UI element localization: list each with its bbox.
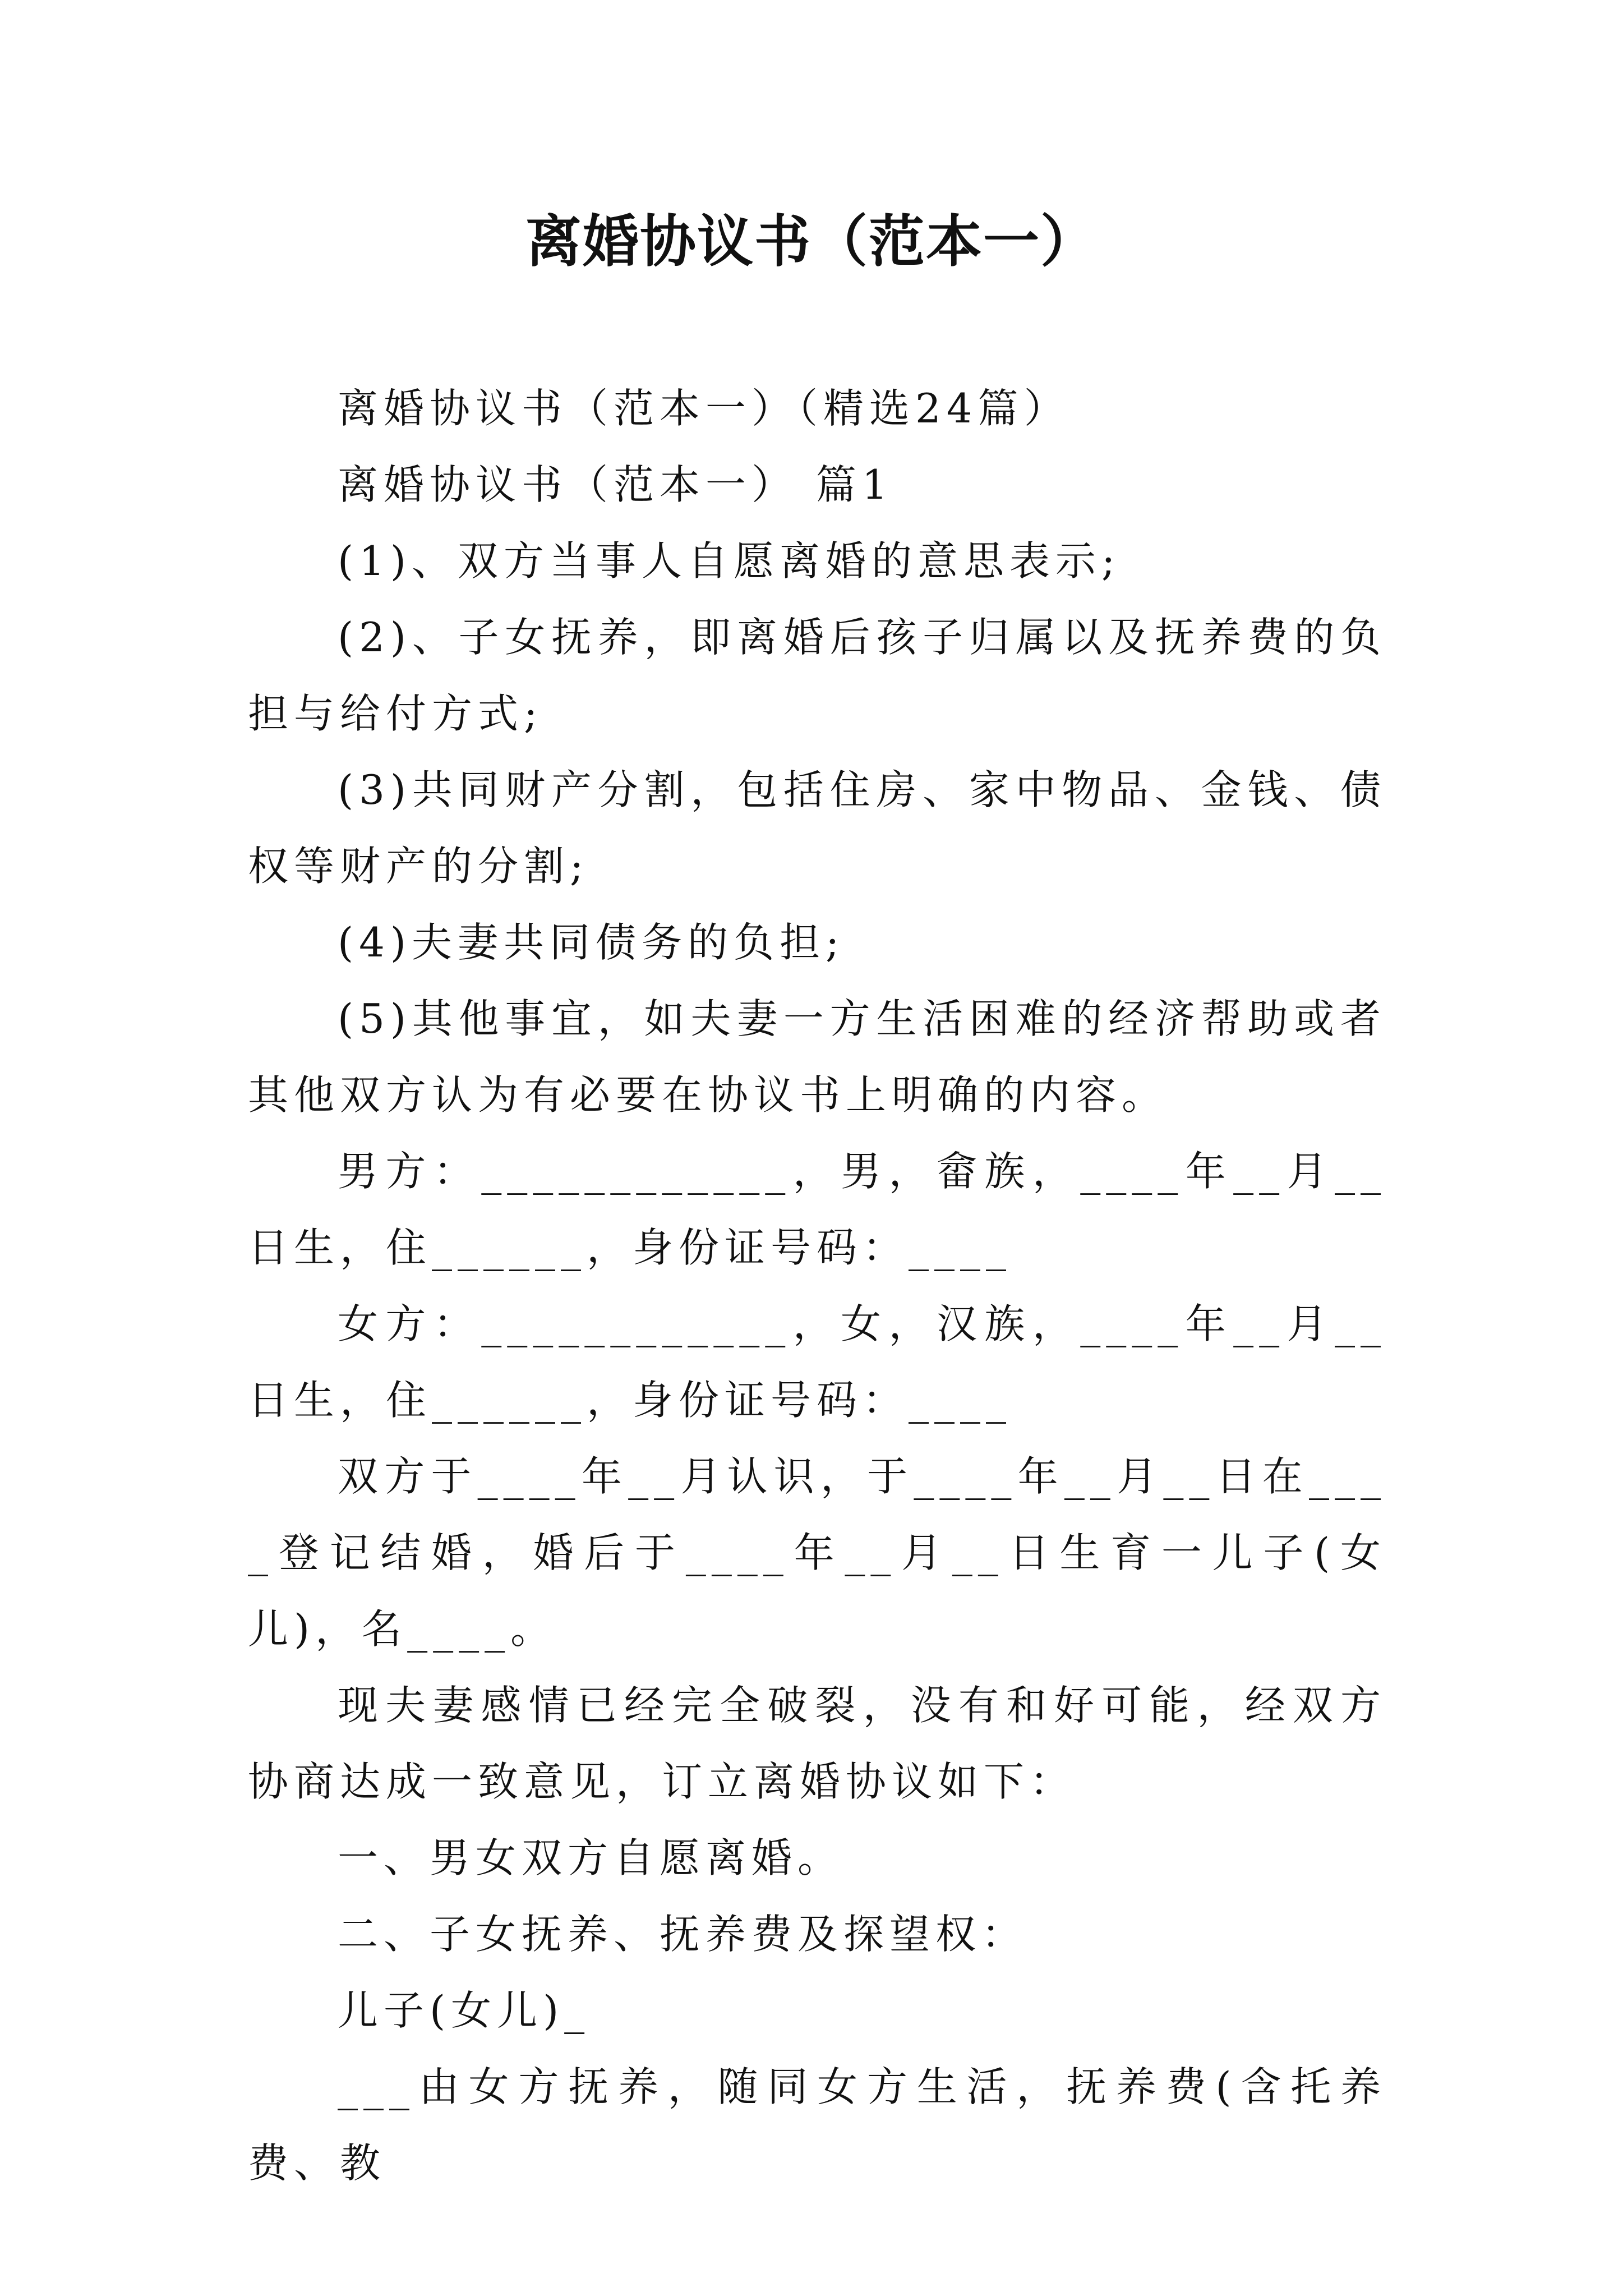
paragraph-clause-1: 一、男女双方自愿离婚。 (338, 1834, 844, 1881)
paragraph-agreement-intro: 现夫妻感情已经完全破裂，没有和好可能，经双方协商达成一致意见，订立离婚协议如下： (248, 1682, 1386, 1805)
paragraph-subtitle: 离婚协议书（范本一）（精选24篇） (338, 385, 1070, 432)
paragraph-item-2: (2)、子女抚养，即离婚后孩子归属以及抚养费的负担与给付方式; (248, 614, 1386, 737)
paragraph-custody: ___由女方抚养，随同女方生活，抚养费(含托养费、教 (248, 2063, 1386, 2187)
paragraph-item-4: (4)夫妻共同债务的负担; (338, 919, 845, 966)
document-body (248, 370, 1386, 2201)
paragraph-item-5: (5)其他事宜，如夫妻一方生活困难的经济帮助或者其他双方认为有必要在协议书上明确的内容。 (248, 995, 1386, 1119)
paragraph-child: 儿子(女儿)_ (338, 1987, 591, 2034)
paragraph-item-1: (1)、双方当事人自愿离婚的意思表示; (338, 537, 1121, 585)
paragraph-item-3: (3)共同财产分割，包括住房、家中物品、金钱、债权等财产的分割; (248, 766, 1386, 890)
document-title: 离婚协议书（范本一） (525, 208, 1098, 274)
paragraph-section-heading: 离婚协议书（范本一） 篇1 (338, 461, 893, 508)
paragraph-marriage-info: 双方于____年__月认识，于____年__月__日在____登记结婚，婚后于____年__月__日生育一儿子(女儿)，名____。 (248, 1453, 1386, 1653)
paragraph-male-party: 男方：____________，男，畲族，____年__月__日生，住______，身份证号码：____ (248, 1148, 1386, 1271)
paragraph-female-party: 女方：____________，女，汉族，____年__月__日生，住______，身份证号码：____ (248, 1300, 1386, 1424)
paragraph-clause-2: 二、子女抚养、抚养费及探望权： (338, 1911, 1028, 1958)
